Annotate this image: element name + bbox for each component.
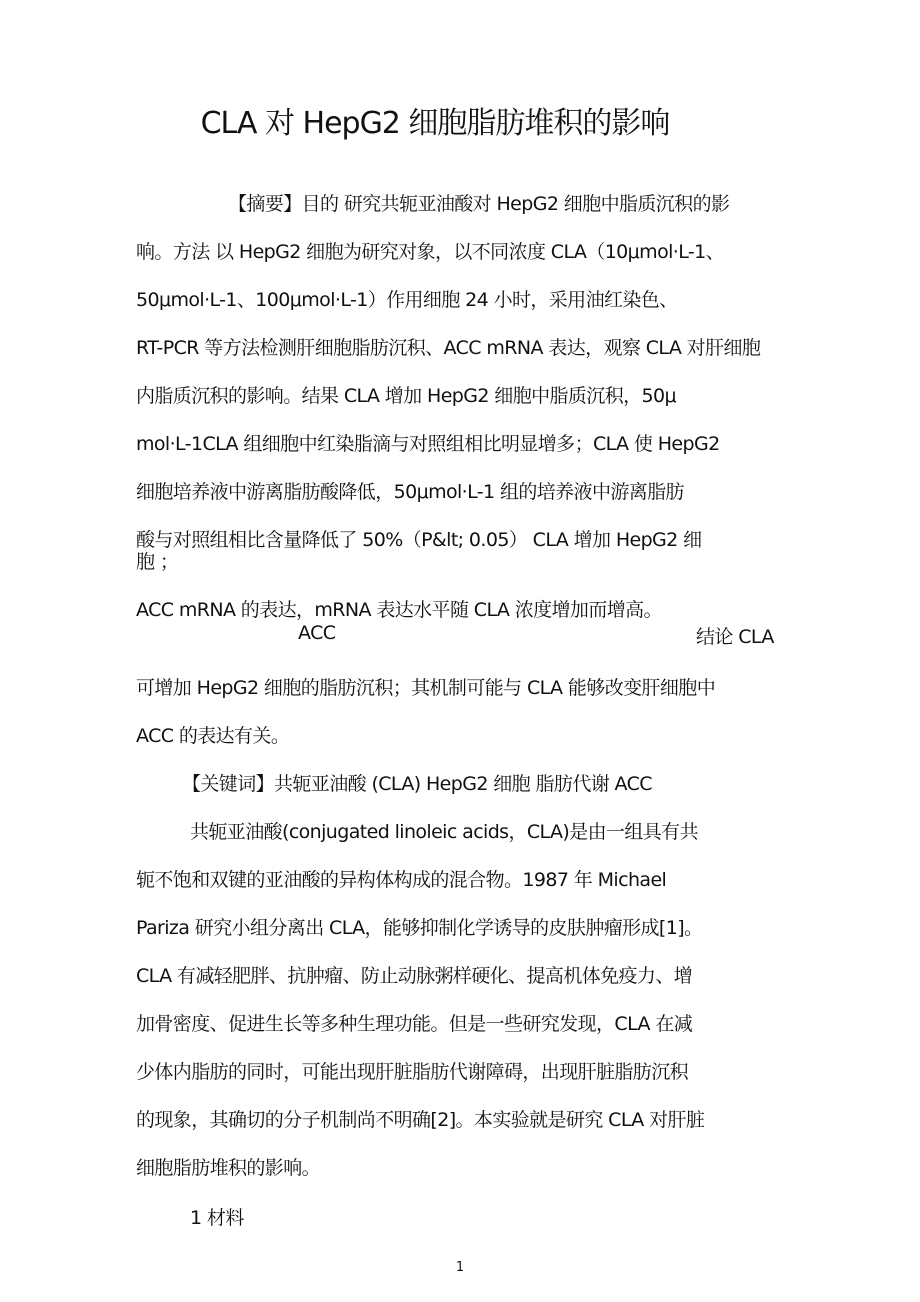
abstract-line: 酸与对照组相比含量降低了 50%（P&lt; 0.05） CLA 增加 HepG2 细 <box>136 529 702 551</box>
intro-line: 少体内脂肪的同时，可能出现肝脏脂肪代谢障碍，出现肝脏脂肪沉积 <box>136 1061 689 1083</box>
intro-line: CLA 有减轻肥胖、抗肿瘤、防止动脉粥样硬化、提高机体免疫力、增 <box>136 965 693 987</box>
abstract-line: 可增加 HepG2 细胞的脂肪沉积；其机制可能与 CLA 能够改变肝细胞中 <box>136 677 716 699</box>
abstract-line: 胞 ； <box>136 551 179 573</box>
abstract-line: 响。方法 以 HepG2 细胞为研究对象，以不同浓度 CLA（10μmol·L-1、 <box>136 241 725 263</box>
page-number: 1 <box>455 1260 465 1275</box>
abstract-line: ACC mRNA 的表达，mRNA 表达水平随 CLA 浓度增加而增高。 <box>136 599 662 621</box>
intro-line: 加骨密度、促进生长等多种生理功能。但是一些研究发现，CLA 在减 <box>136 1013 693 1035</box>
abstract-line: RT-PCR 等方法检测肝细胞脂肪沉积、ACC mRNA 表达，观察 CLA 对肝细胞 <box>136 337 761 359</box>
abstract-line: 内脂质沉积的影响。结果 CLA 增加 HepG2 细胞中脂质沉积，50μ <box>136 385 676 407</box>
abstract-line: 50μmol·L-1、100μmol·L-1）作用细胞 24 小时，采用油红染色、 <box>136 289 678 311</box>
abstract-line: ACC 的表达有关。 <box>136 725 290 747</box>
section-heading: 1 材料 <box>190 1207 244 1229</box>
intro-line: 的现象，其确切的分子机制尚不明确[2]。本实验就是研究 CLA 对肝脏 <box>136 1109 705 1131</box>
abstract-line: 细胞培养液中游离脂肪酸降低，50μmol·L-1 组的培养液中游离脂肪 <box>136 481 684 503</box>
intro-line: 轭不饱和双键的亚油酸的异构体构成的混合物。1987 年 Michael <box>136 869 667 891</box>
abstract-line: 【摘要】目的 研究共轭亚油酸对 HepG2 细胞中脂质沉积的影 <box>228 193 730 215</box>
intro-line: Pariza 研究小组分离出 CLA，能够抑制化学诱导的皮肤肿瘤形成[1]。 <box>136 917 703 939</box>
abstract-fragment: ACC <box>298 622 336 644</box>
intro-line: 细胞脂肪堆积的影响。 <box>136 1157 321 1179</box>
abstract-line: mol·L-1CLA 组细胞中红染脂滴与对照组相比明显增多；CLA 使 HepG2 <box>136 433 720 455</box>
page-title: CLA 对 HepG2 细胞脂肪堆积的影响 <box>200 106 670 141</box>
keywords: 【关键词】共轭亚油酸 (CLA) HepG2 细胞 脂肪代谢 ACC <box>182 773 652 795</box>
abstract-fragment: 结论 CLA <box>696 626 774 648</box>
intro-line: 共轭亚油酸(conjugated linoleic acids，CLA)是由一组具有共 <box>190 821 698 843</box>
